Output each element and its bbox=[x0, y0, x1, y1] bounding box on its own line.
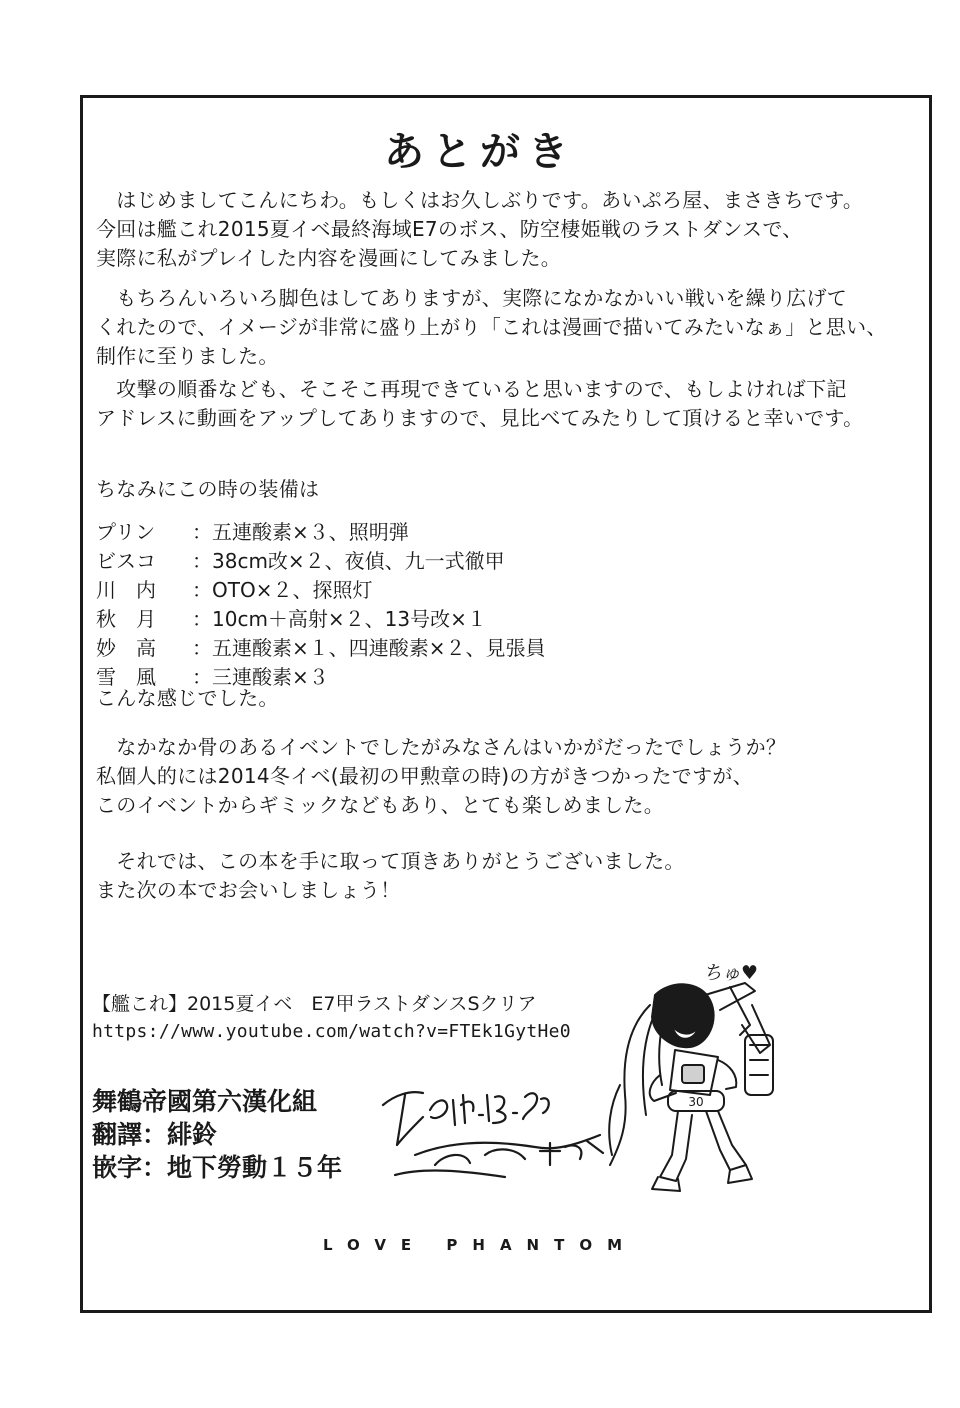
svg-text:30: 30 bbox=[688, 1095, 704, 1109]
equipment-row: 雪 風 ： 三連酸素×３ bbox=[96, 663, 546, 692]
equipment-row: プリン ： 五連酸素×３、照明弾 bbox=[96, 518, 546, 547]
intro-paragraph: はじめましてこんにちわ。もしくはお久しぶりです。あいぷろ屋、まさきちです。 今回は艦これ2015夏イベ最終海域E7のボス、防空棲姫戦のラストダンスで、 実際に私がプレイした内容を漫画にしてみました。 bbox=[96, 188, 864, 270]
video-title: 【艦これ】2015夏イベ E7甲ラストダンスSクリア bbox=[92, 993, 537, 1015]
ship-equipment: 38cm改×２、夜偵、九一式徹甲 bbox=[212, 549, 505, 573]
ship-name: 川 内 bbox=[96, 578, 156, 602]
credit-translator: 翻譯：緋鈴 bbox=[92, 1120, 218, 1149]
equipment-row: 秋 月 ： 10cm＋高射×２、13号改×１ bbox=[96, 605, 546, 634]
ship-equipment: 10cm＋高射×２、13号改×１ bbox=[212, 607, 487, 631]
video-link[interactable]: https://www.youtube.com/watch?v=FTEk1GytHe0 bbox=[92, 1021, 571, 1042]
footer-logo-text: LOVE PHANTOM bbox=[322, 1236, 638, 1254]
credit-typesetter: 嵌字：地下勞動１５年 bbox=[92, 1153, 343, 1182]
ship-name: プリン bbox=[96, 520, 156, 544]
equipment-row: 妙 高 ： 五連酸素×１、四連酸素×２、見張員 bbox=[96, 634, 546, 663]
translation-credits bbox=[92, 1085, 342, 1184]
video-paragraph: 攻撃の順番なども、そこそこ再現できていると思いますので、もしよければ下記 アドレスに動画をアップしてありますので、見比べてみたりして頂けると幸いです。 bbox=[96, 377, 864, 430]
ship-equipment: 三連酸素×３ bbox=[212, 665, 329, 689]
chibi-caption: ちゅ♥ bbox=[703, 962, 759, 984]
credit-group: 舞鶴帝國第六漢化組 bbox=[92, 1087, 318, 1116]
equipment-row: 川 内 ： OTO×２、探照灯 bbox=[96, 576, 546, 605]
ship-name: 秋 月 bbox=[96, 607, 156, 631]
equipment-list bbox=[96, 518, 546, 692]
ship-equipment: OTO×２、探照灯 bbox=[212, 578, 373, 602]
story-paragraph: もちろんいろいろ脚色はしてありますが、実際になかなかいい戦いを繰り広げて くれたので、イメージが非常に盛り上がり「これは漫画で描いてみたいなぁ」と思い、 制作に至りました。 bbox=[96, 286, 887, 368]
ship-equipment: 五連酸素×１、四連酸素×２、見張員 bbox=[212, 636, 546, 660]
event-paragraph: なかなか骨のあるイベントでしたがみなさんはいかがだったでしょうか？ 私個人的には2014冬イベ(最初の甲勲章の時)の方がきつかったですが、 このイベントからギミックなどもあり、とても楽しめました。 bbox=[96, 735, 787, 817]
equipment-row: ビスコ ： 38cm改×２、夜偵、九一式徹甲 bbox=[96, 547, 546, 576]
ship-name: 雪 風 bbox=[96, 665, 156, 689]
video-reference bbox=[92, 990, 571, 1046]
thanks-paragraph: それでは、この本を手に取って頂きありがとうございました。 また次の本でお会いしましょう！ bbox=[96, 849, 685, 902]
equipment-heading: ちなみにこの時の装備は bbox=[96, 477, 320, 501]
ship-name: ビスコ bbox=[96, 549, 156, 573]
chibi-character-illustration bbox=[580, 965, 820, 1205]
page-title: あとがき bbox=[384, 128, 576, 175]
ship-name: 妙 高 bbox=[96, 636, 156, 660]
closing-line: こんな感じでした。 bbox=[96, 686, 279, 710]
ship-equipment: 五連酸素×３、照明弾 bbox=[212, 520, 409, 544]
